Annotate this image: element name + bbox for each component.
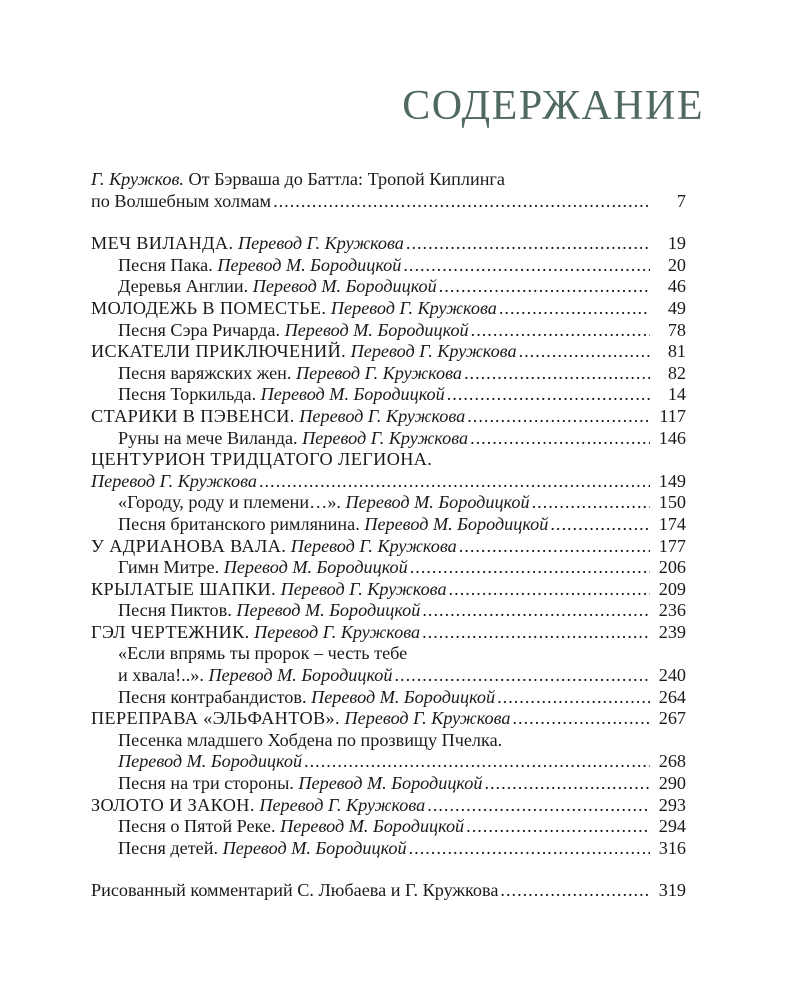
entry-title: Руны на мече Виланда. bbox=[118, 427, 298, 448]
leader-dots bbox=[410, 557, 650, 579]
page-number: 174 bbox=[658, 513, 686, 534]
toc-entry-main[interactable] bbox=[91, 406, 686, 428]
entry-translator: Перевод Г. Кружкова bbox=[259, 794, 426, 815]
entry-translator: Перевод М. Бородицкой bbox=[284, 319, 469, 340]
page-number: 7 bbox=[676, 190, 686, 211]
toc-entry-sub[interactable] bbox=[91, 276, 686, 298]
entry-translator: Перевод М. Бородицкой bbox=[118, 751, 303, 772]
entry-translator: Перевод М. Бородицкой bbox=[223, 557, 408, 578]
page-number: 293 bbox=[658, 794, 686, 815]
outro-title: Рисованный комментарий С. Любаева и Г. Кружкова bbox=[91, 880, 499, 901]
page-number: 294 bbox=[658, 816, 686, 837]
toc-entry-sub[interactable] bbox=[91, 492, 686, 514]
entry-title: У АДРИАНОВА ВАЛА. bbox=[91, 535, 287, 556]
page-number: 240 bbox=[658, 665, 686, 686]
page-number: 49 bbox=[667, 297, 686, 318]
entry-title: ГЭЛ ЧЕРТЕЖНИК. bbox=[91, 621, 250, 642]
entry-title: ИСКАТЕЛИ ПРИКЛЮЧЕНИЙ. bbox=[91, 341, 347, 362]
page-number: 117 bbox=[659, 405, 686, 426]
page-number: 177 bbox=[658, 535, 686, 556]
leader-dots bbox=[409, 838, 650, 860]
toc-entry-main-title[interactable]: ЦЕНТУРИОН ТРИДЦАТОГО ЛЕГИОНА. bbox=[91, 449, 433, 470]
entry-translator: Перевод Г. Кружкова bbox=[290, 535, 457, 556]
leader-dots bbox=[427, 795, 650, 817]
toc-entry-sub[interactable] bbox=[91, 600, 686, 622]
entry-title: Песня о Пятой Реке. bbox=[118, 816, 276, 837]
toc-entry-sub[interactable] bbox=[91, 773, 686, 795]
entry-title: Песня британского римлянина. bbox=[118, 513, 360, 534]
page-number: 46 bbox=[667, 276, 686, 297]
page-number: 146 bbox=[658, 427, 686, 448]
entry-translator: Перевод Г. Кружкова bbox=[299, 405, 466, 426]
leader-dots bbox=[447, 384, 650, 406]
entry-title: ЗОЛОТО И ЗАКОН. bbox=[91, 794, 255, 815]
entry-translator: Перевод М. Бородицкой bbox=[345, 492, 530, 513]
entry-title: Деревья Англии. bbox=[118, 276, 249, 297]
toc-entry-sub[interactable] bbox=[91, 428, 686, 450]
toc-entry-sub[interactable] bbox=[91, 816, 686, 838]
toc-outro[interactable] bbox=[91, 880, 686, 902]
entry-translator: Перевод М. Бородицкой bbox=[252, 276, 437, 297]
toc-entry-main[interactable] bbox=[91, 536, 686, 558]
entry-title: МОЛОДЕЖЬ В ПОМЕСТЬЕ. bbox=[91, 297, 327, 318]
toc-entry-main[interactable] bbox=[91, 795, 686, 817]
toc-entry-sub[interactable] bbox=[91, 557, 686, 579]
toc-entry-sub[interactable] bbox=[91, 838, 686, 860]
page-number: 78 bbox=[667, 319, 686, 340]
leader-dots bbox=[259, 471, 650, 493]
entry-title: ПЕРЕПРАВА «ЭЛЬФАНТОВ». bbox=[91, 708, 340, 729]
leader-dots bbox=[422, 622, 650, 644]
page-number: 267 bbox=[658, 708, 686, 729]
intro-title-line2: по Волшебным холмам bbox=[91, 190, 272, 211]
page-number: 206 bbox=[658, 557, 686, 578]
page-number: 150 bbox=[658, 492, 686, 513]
leader-dots bbox=[449, 579, 650, 601]
entry-translator: Перевод М. Бородицкой bbox=[364, 513, 549, 534]
entry-title: Песня варяжских жен. bbox=[118, 362, 292, 383]
entry-translator: Перевод Г. Кружкова bbox=[302, 427, 469, 448]
leader-dots bbox=[466, 816, 650, 838]
entry-title: Песня Пиктов. bbox=[118, 600, 232, 621]
toc-entry-main[interactable] bbox=[91, 622, 686, 644]
leader-dots bbox=[484, 773, 650, 795]
leader-dots bbox=[403, 255, 650, 277]
page-number: 14 bbox=[667, 384, 686, 405]
toc-entry-main[interactable] bbox=[91, 471, 686, 493]
entry-title: МЕЧ ВИЛАНДА. bbox=[91, 233, 234, 254]
page-number: 209 bbox=[658, 578, 686, 599]
entry-title: СТАРИКИ В ПЭВЕНСИ. bbox=[91, 405, 295, 426]
entry-title: Песня Сэра Ричарда. bbox=[118, 319, 281, 340]
entry-title: и хвала!..». bbox=[118, 665, 204, 686]
entry-translator: Перевод Г. Кружкова bbox=[350, 341, 517, 362]
entry-title: Песня детей. bbox=[118, 837, 219, 858]
leader-dots bbox=[513, 708, 651, 730]
spacer bbox=[91, 859, 686, 880]
page-number: 268 bbox=[658, 751, 686, 772]
entry-translator: Перевод М. Бородицкой bbox=[298, 773, 483, 794]
entry-title: Песня Торкильда. bbox=[118, 384, 257, 405]
entry-title: КРЫЛАТЫЕ ШАПКИ. bbox=[91, 578, 277, 599]
toc-intro-line1[interactable] bbox=[91, 169, 686, 191]
entry-translator: Перевод Г. Кружкова bbox=[280, 578, 447, 599]
leader-dots bbox=[471, 320, 650, 342]
leader-dots bbox=[406, 233, 650, 255]
page-number: 81 bbox=[667, 341, 686, 362]
leader-dots bbox=[499, 298, 650, 320]
leader-dots bbox=[467, 406, 650, 428]
leader-dots bbox=[497, 687, 650, 709]
entry-translator: Перевод М. Бородицкой bbox=[311, 686, 496, 707]
leader-dots bbox=[395, 665, 651, 687]
leader-dots bbox=[422, 600, 650, 622]
page-number: 316 bbox=[658, 837, 686, 858]
entry-title: «Городу, роду и племени…». bbox=[118, 492, 341, 513]
toc-entry-sub[interactable] bbox=[91, 255, 686, 277]
toc-intro-line2[interactable] bbox=[91, 191, 686, 213]
entry-translator: Перевод Г. Кружкова bbox=[91, 470, 257, 491]
toc-entry-main[interactable] bbox=[91, 579, 686, 601]
entry-translator: Перевод Г. Кружкова bbox=[237, 233, 404, 254]
page-title: СОДЕРЖАНИЕ bbox=[402, 83, 704, 129]
leader-dots bbox=[470, 428, 650, 450]
leader-dots bbox=[464, 363, 650, 385]
page-number: 290 bbox=[658, 773, 686, 794]
page-number: 239 bbox=[658, 621, 686, 642]
page-number: 236 bbox=[658, 600, 686, 621]
toc-entry-sub[interactable] bbox=[91, 751, 686, 773]
page-number: 82 bbox=[667, 362, 686, 383]
entry-title: Песня контрабандистов. bbox=[118, 686, 307, 707]
entry-translator: Перевод Г. Кружкова bbox=[254, 621, 421, 642]
toc-entry-sub[interactable] bbox=[91, 320, 686, 342]
entry-translator: Перевод М. Бородицкой bbox=[260, 384, 445, 405]
leader-dots bbox=[500, 880, 650, 902]
toc-entry-sub[interactable] bbox=[91, 363, 686, 385]
intro-title-line1: От Бэрваша до Баттла: Тропой Киплинга bbox=[183, 169, 505, 189]
toc-entry-sub[interactable] bbox=[91, 514, 686, 536]
leader-dots bbox=[439, 276, 650, 298]
entry-translator: Перевод Г. Кружкова bbox=[296, 362, 462, 383]
page-number: 264 bbox=[658, 686, 686, 707]
spacer bbox=[91, 212, 686, 233]
toc-entry-sub[interactable] bbox=[91, 687, 686, 709]
toc-entry-sub-title[interactable]: Песенка младшего Хобдена по прозвищу Пчелка. bbox=[118, 729, 503, 750]
intro-author: Г. Кружков. bbox=[91, 169, 184, 189]
toc-entry-main[interactable] bbox=[91, 298, 686, 320]
leader-dots bbox=[519, 341, 650, 363]
entry-translator: Перевод М. Бородицкой bbox=[236, 600, 421, 621]
leader-dots bbox=[273, 191, 650, 213]
page-number: 19 bbox=[667, 233, 686, 254]
entry-translator: Перевод М. Бородицкой bbox=[217, 254, 402, 275]
toc-entry-main[interactable] bbox=[91, 233, 686, 255]
page-number: 20 bbox=[667, 254, 686, 275]
entry-translator: Перевод Г. Кружкова bbox=[330, 297, 497, 318]
entry-translator: Перевод М. Бородицкой bbox=[208, 665, 393, 686]
leader-dots bbox=[304, 751, 650, 773]
leader-dots bbox=[532, 492, 650, 514]
entry-translator: Перевод Г. Кружкова bbox=[344, 708, 511, 729]
leader-dots bbox=[550, 514, 650, 536]
entry-translator: Перевод М. Бородицкой bbox=[222, 837, 407, 858]
entry-translator: Перевод М. Бородицкой bbox=[280, 816, 465, 837]
toc-entry-sub[interactable] bbox=[91, 384, 686, 406]
leader-dots bbox=[459, 536, 650, 558]
toc-entry-sub-title[interactable]: «Если впрямь ты пророк – честь тебе bbox=[118, 643, 408, 664]
table-of-contents bbox=[91, 169, 686, 902]
entry-title: Гимн Митре. bbox=[118, 557, 220, 578]
entry-title: Песня Пака. bbox=[118, 254, 213, 275]
toc-entry-main[interactable] bbox=[91, 708, 686, 730]
entry-title: Песня на три стороны. bbox=[118, 773, 294, 794]
toc-entry-main[interactable] bbox=[91, 341, 686, 363]
page-number: 149 bbox=[658, 470, 686, 491]
toc-entry-sub[interactable] bbox=[91, 665, 686, 687]
page-number: 319 bbox=[658, 880, 686, 901]
